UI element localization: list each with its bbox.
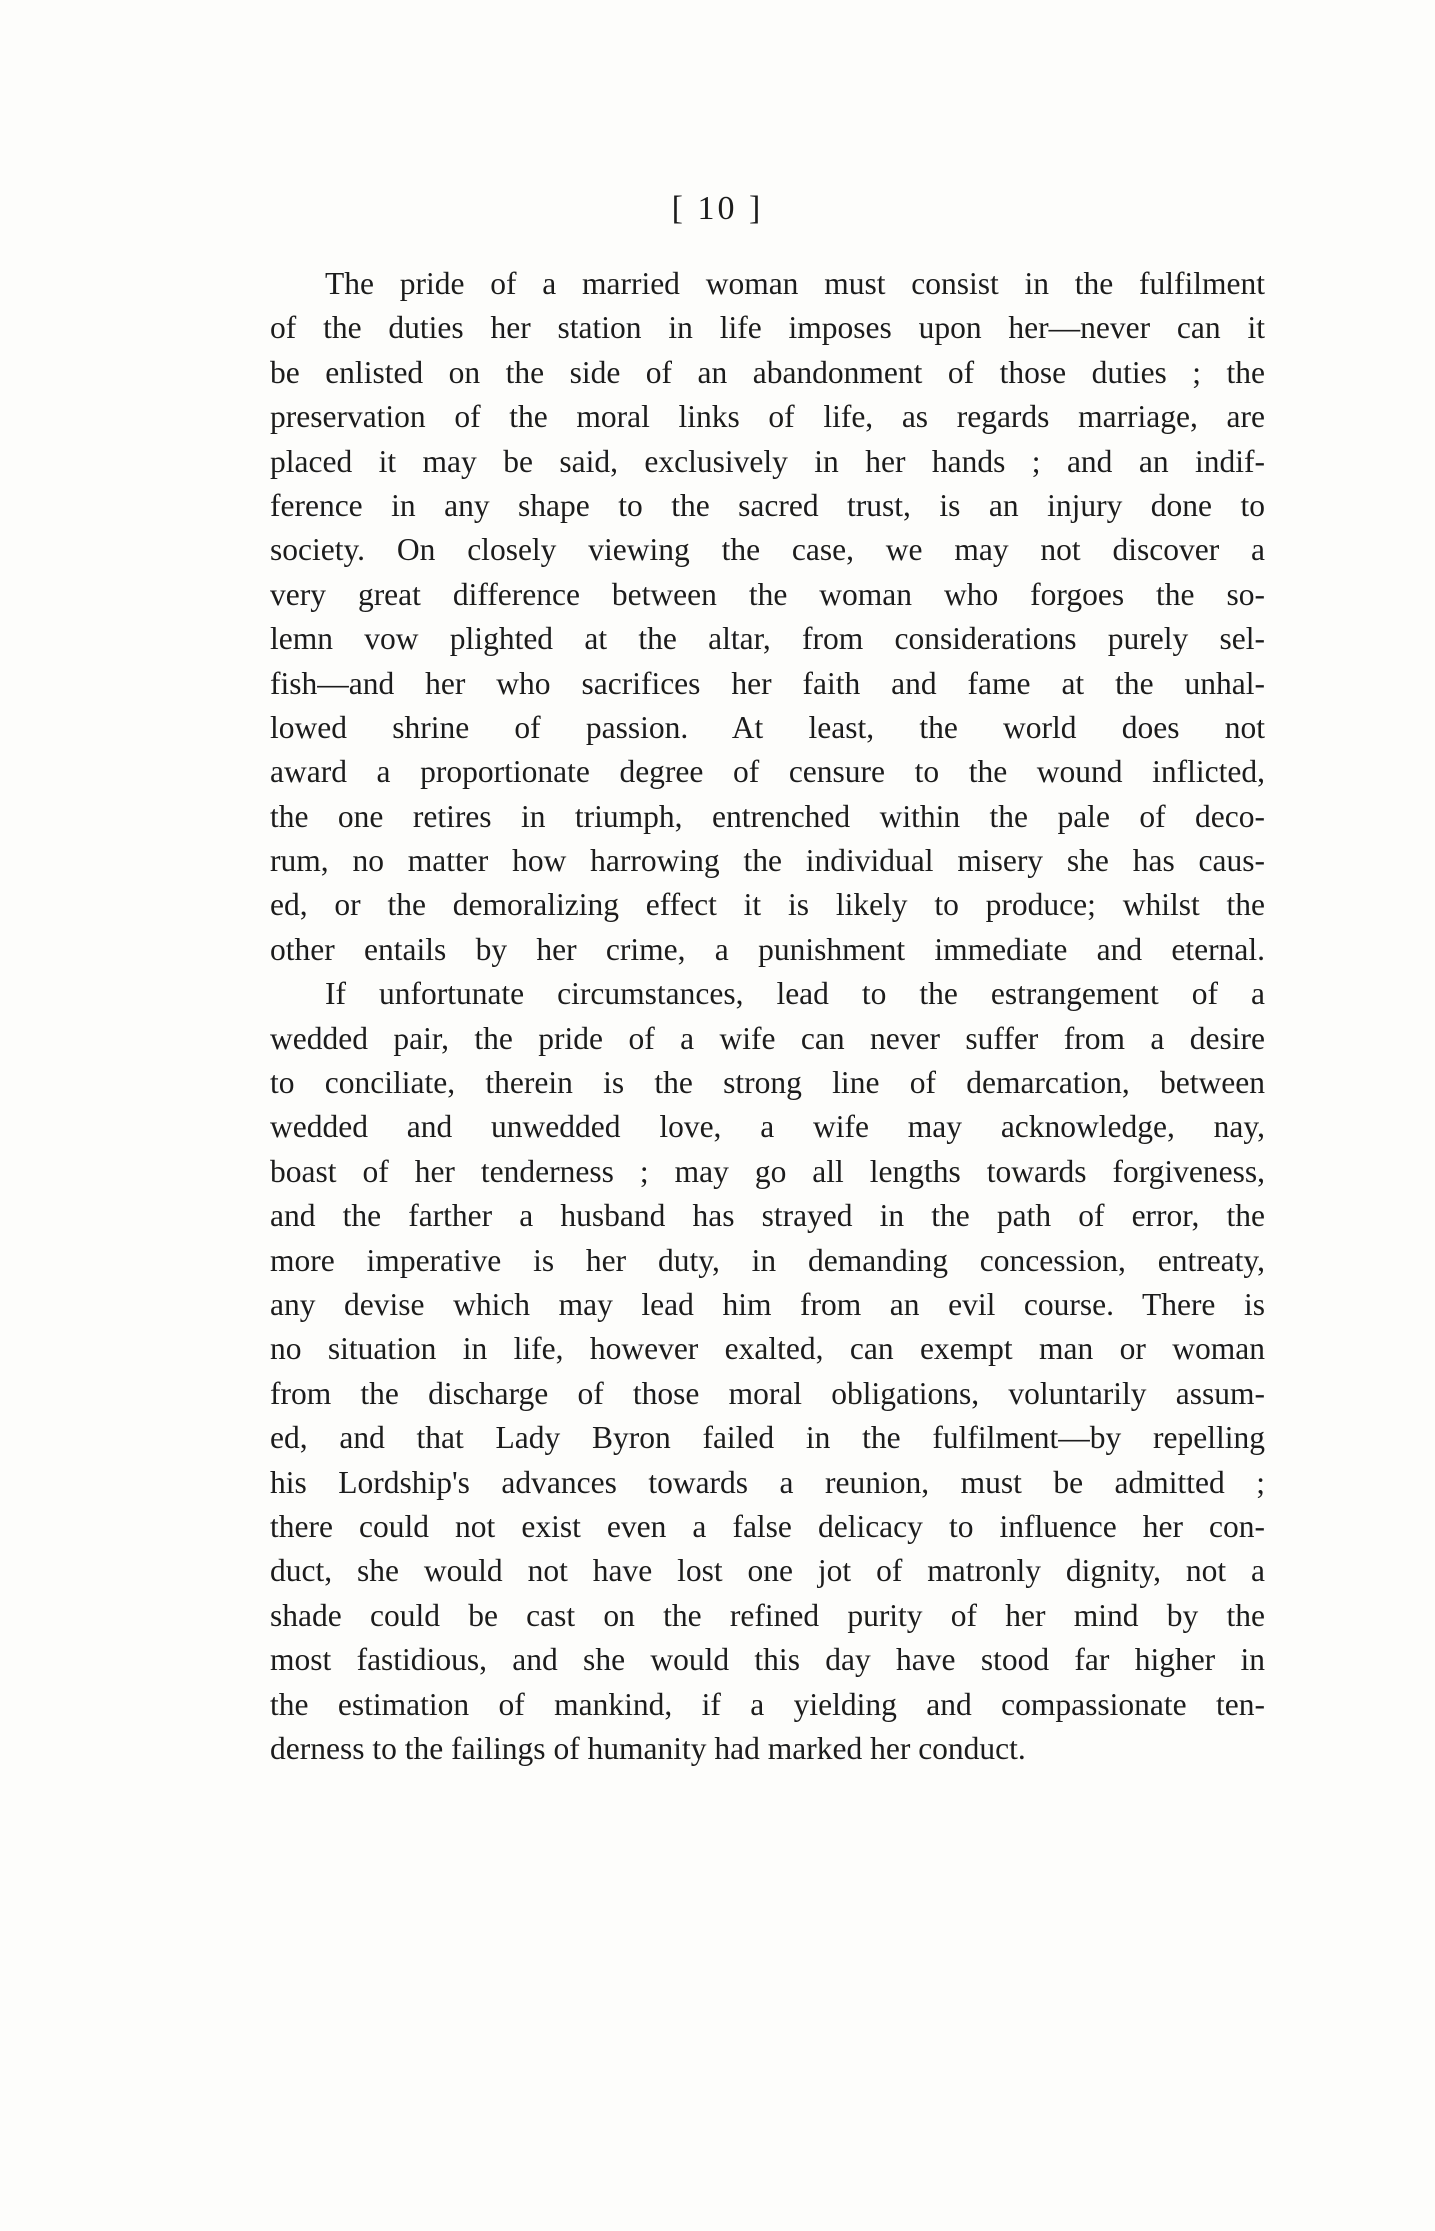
text-line: ed, or the demoralizing effect it is likely to produce; whilst the [270, 887, 1265, 923]
text-line: more imperative is her duty, in demanding concession, entreaty, [270, 1242, 1265, 1278]
text-line: ed, and that Lady Byron failed in the fulfilment—by repelling [270, 1420, 1265, 1456]
text-line: of the duties her station in life imposes upon her—never can it [270, 310, 1265, 346]
text-line: from the discharge of those moral obligations, voluntarily assum- [270, 1375, 1265, 1411]
text-line: society. On closely viewing the case, we may not discover a [270, 532, 1265, 568]
text-line: wedded pair, the pride of a wife can never suffer from a desire [270, 1020, 1265, 1056]
text-line: derness to the failings of humanity had marked her conduct. [270, 1730, 1026, 1766]
text-line: ference in any shape to the sacred trust, is an injury done to [270, 487, 1265, 523]
text-line: very great difference between the woman who forgoes the so- [270, 576, 1265, 612]
text-line: duct, she would not have lost one jot of matronly dignity, not a [270, 1553, 1265, 1589]
text-line: rum, no matter how harrowing the individual misery she has caus- [270, 843, 1265, 879]
text-line: other entails by her crime, a punishment immediate and eternal. [270, 931, 1265, 967]
text-line: be enlisted on the side of an abandonment of those duties ; the [270, 354, 1265, 390]
text-line: If unfortunate circumstances, lead to the estrangement of a [325, 976, 1265, 1012]
page-number: [ 10 ] [671, 190, 764, 227]
text-line: preservation of the moral links of life, as regards marriage, are [270, 399, 1265, 435]
text-line: The pride of a married woman must consist in the fulfilment [325, 266, 1265, 301]
text-line: the one retires in triumph, entrenched within the pale of deco- [270, 798, 1265, 834]
text-line: to conciliate, therein is the strong line of demarcation, between [270, 1065, 1265, 1101]
text-line: shade could be cast on the refined purity of her mind by the [270, 1597, 1265, 1633]
body-text [270, 262, 1265, 1771]
text-line: the estimation of mankind, if a yielding and compassionate ten- [270, 1686, 1265, 1722]
text-line: placed it may be said, exclusively in her hands ; and an indif- [270, 443, 1265, 479]
text-line: award a proportionate degree of censure to the wound inflicted, [270, 754, 1265, 790]
text-line: his Lordship's advances towards a reunion, must be admitted ; [270, 1464, 1265, 1500]
text-line: no situation in life, however exalted, can exempt man or woman [270, 1331, 1265, 1367]
text-line: fish—and her who sacrifices her faith and fame at the unhal- [270, 665, 1265, 701]
text-line: there could not exist even a false delicacy to influence her con- [270, 1508, 1265, 1544]
text-line: lemn vow plighted at the altar, from considerations purely sel- [270, 621, 1265, 657]
text-line: any devise which may lead him from an evil course. There is [270, 1286, 1265, 1322]
text-line: lowed shrine of passion. At least, the world does not [270, 709, 1265, 745]
text-line: boast of her tenderness ; may go all lengths towards forgiveness, [270, 1153, 1265, 1189]
text-line: most fastidious, and she would this day have stood far higher in [270, 1642, 1265, 1678]
text-line: wedded and unwedded love, a wife may acknowledge, nay, [270, 1109, 1265, 1145]
text-line: and the farther a husband has strayed in the path of error, the [270, 1198, 1265, 1234]
